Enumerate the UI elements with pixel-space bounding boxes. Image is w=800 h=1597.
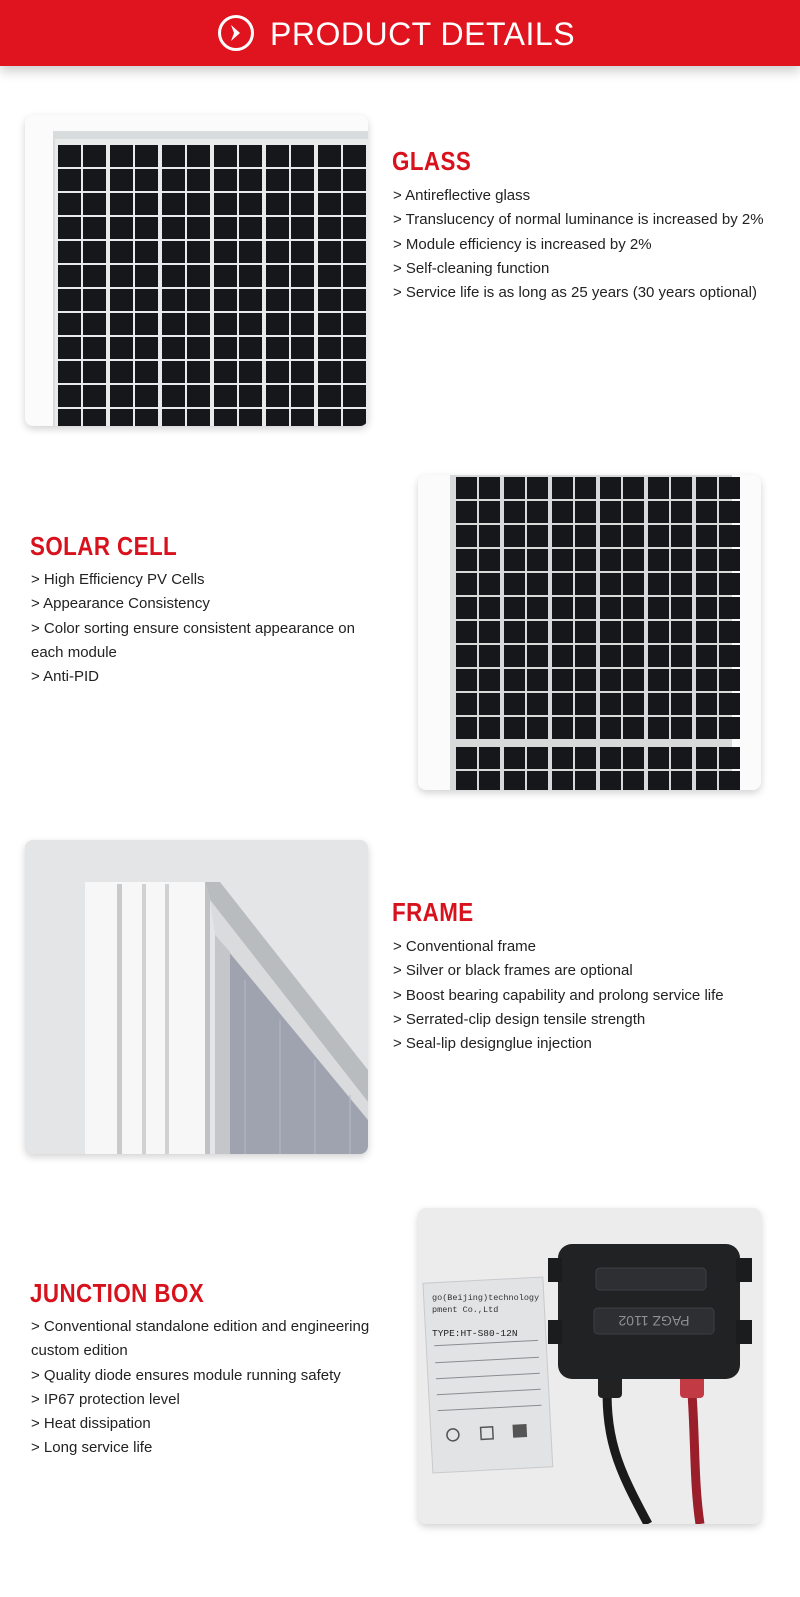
list-item: > Serrated-clip design tensile strength <box>393 1010 646 1028</box>
list-item: > Self-cleaning function <box>393 259 550 277</box>
list-item: > Antireflective glass <box>393 187 531 204</box>
glass-feature-list <box>393 184 773 305</box>
junction-box-image <box>418 1208 761 1524</box>
label-line: pment Co.,Ltd <box>432 1305 499 1315</box>
label-line: go(Beijing)technology <box>432 1293 540 1303</box>
section-title-glass: GLASS <box>392 146 472 176</box>
list-item: > IP67 protection level <box>31 1390 180 1408</box>
page-header <box>0 0 800 66</box>
list-item: > Heat dissipation <box>31 1415 151 1433</box>
label-line: TYPE:HT-S80-12N <box>432 1328 518 1339</box>
list-item: > Appearance Consistency <box>31 595 210 613</box>
junction-box-code: PAGZ 1102 <box>618 1313 690 1329</box>
list-item: > Conventional standalone edition and engineering custom edition <box>31 1318 370 1360</box>
list-item: > Long service life <box>31 1439 153 1457</box>
frame-feature-list <box>393 935 773 1056</box>
section-title-solar-cell: SOLAR CELL <box>30 531 178 561</box>
chevron-right-icon <box>218 15 254 51</box>
list-item: > Service life is as long as 25 years (30 years optional) <box>393 284 757 302</box>
list-item: > Module efficiency is increased by 2% <box>393 235 652 253</box>
solar-cell-feature-list <box>31 568 391 689</box>
glass-image <box>25 115 368 426</box>
page-title: PRODUCT DETAILS <box>270 16 576 52</box>
list-item: > Translucency of normal luminance is increased by 2% <box>393 211 764 229</box>
list-item: > Seal-lip designglue injection <box>393 1035 592 1053</box>
list-item: > Boost bearing capability and prolong service life <box>393 986 724 1004</box>
list-item: > Color sorting ensure consistent appearance on each module <box>31 619 355 661</box>
section-title-frame: FRAME <box>392 897 474 927</box>
list-item: > Quality diode ensures module running safety <box>31 1366 341 1384</box>
section-title-junction-box: JUNCTION BOX <box>30 1278 205 1308</box>
frame-image <box>25 840 368 1154</box>
junction-box-feature-list <box>31 1315 401 1461</box>
list-item: > Conventional frame <box>393 938 536 955</box>
list-item: > Anti-PID <box>31 668 99 686</box>
solar-cell-image <box>418 475 761 790</box>
list-item: > High Efficiency PV Cells <box>31 571 205 588</box>
list-item: > Silver or black frames are optional <box>393 962 633 980</box>
